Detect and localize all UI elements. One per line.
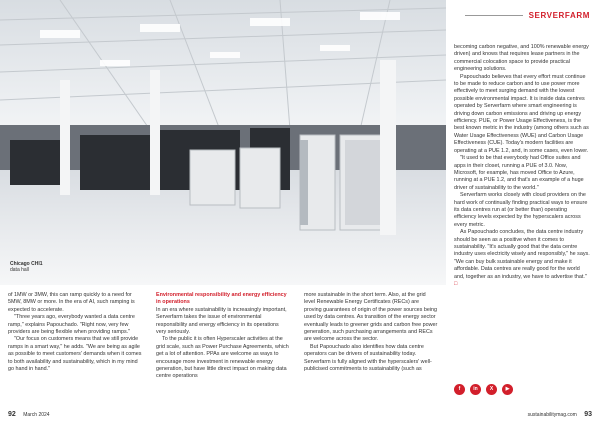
body-para: In an era where sustainability is increasingly important, Serverfarm takes the issue of environmental responsibility and energy efficiency in its operations very seriously. [156, 306, 287, 336]
right-para: "It used to be that everybody had Office suites and apps in their closet, running a PUE of 3.0. Now, Microsoft, for example, has moved Office to Azure, running at a PUE 1.2, and that's an example of a huge driver of sustainability to the world." [454, 155, 584, 191]
right-column [454, 44, 590, 288]
body-column-2 [156, 292, 290, 381]
page-number-right: 93 [584, 411, 592, 418]
facebook-icon[interactable]: f [454, 384, 465, 395]
section-tag: SERVERFARM [528, 11, 590, 20]
right-para: becoming carbon negative, and 100% renewable energy driven) and knows that requires lease partners in the commercial colocation space to provide practical engineering solutions. [454, 44, 589, 73]
body-para: To the public it is often Hyperscaler activities at the grid scale, such as Power Purchase Agreements, which get a lot of attention. PPAs are welcome as ways to encourage more investment in renewable energy generation, but have little direct impact on making data centre operations [156, 336, 289, 380]
page-number-left: 92 [8, 411, 16, 418]
issue-date: March 2024 [23, 412, 50, 418]
caption-label: Chicago CHI1 [10, 261, 43, 267]
youtube-icon[interactable]: ▶ [502, 384, 513, 395]
end-mark: □ [454, 281, 458, 287]
right-para [454, 229, 590, 288]
x-icon[interactable]: X [486, 384, 497, 395]
section-heading: Environmental responsibility and energy efficiency in operations [156, 292, 287, 306]
right-para: Serverfarm works closely with cloud providers on the hard work of continually finding practical ways to ensure its data centres run at (or better than) operating efficiency levels expected by the hyperscalers across every metric. [454, 192, 588, 228]
caption-sub: data hall [10, 267, 29, 273]
linkedin-icon[interactable]: in [470, 384, 481, 395]
body-para: "Our focus on customers means that we still provide ramps in a smart way," he adds. "We are being as agile as possible to meet customers' demands when it comes to both availability and sustainability, which in my mind go hand in hand." [8, 336, 142, 373]
footer-right [528, 411, 592, 418]
site-url[interactable]: sustainabilitymag.com [527, 412, 577, 418]
data-hall-illustration [0, 0, 446, 285]
body-para: "Three years ago, everybody wanted a data centre ramp," explains Papouchado. "Right now, very few providers are being flexible when providing ramps." [8, 314, 135, 336]
right-para: Papouchado believes that every effort must continue to be made to reduce carbon and to use power more effectively to meet surging demand with the lowest possible environmental impact. It is inside data centres operated by Serverfarm where smart engineering is driving down carbon emissions and driving up energy efficiency. PUE, or Power Usage Effectiveness, is the best known metric in the industry (among others such as Water Usage Effectiveness (WUE) and Carbon Usage Effectiveness (CUE). Today's modern facilities are operating at a PUE 1.2, and, in some cases, even lower. [454, 73, 589, 154]
social-links [454, 384, 513, 395]
footer-left [8, 411, 50, 418]
body-para: of 1MW or 3MW, this can ramp quickly to a need for 5MW, 8MW or more. In the era of AI, such ramping is expected to accelerate. [8, 292, 135, 313]
body-para: But Papouchado also identifies how data centre operators can be drivers of sustainability today. Serverfarm is fully aligned with the hyperscalers' well-publicised commitments to sustainability (such as [304, 343, 432, 373]
data-hall-photo [0, 0, 446, 285]
body-para: more sustainable in the short term. Also, at the grid level Renewable Energy Certificates (RECs) are proving guarantees of origin of the power sources being used by data centres. As transition of the energy sector eventually leads to greener grids and carbon free power generation, such purchasing arrangements and RECs are welcome across the sector. [304, 292, 438, 343]
photo-caption [10, 261, 43, 273]
body-column-3 [304, 292, 438, 373]
right-para-text: As Papouchado concludes, the data centre industry should be seen as a positive when it comes to sustainability. "It's actually good that the data centre industry uses electricity wisely and responsibly," he says. "We can buy bulk sustainable energy and make it affordable. Data centres are really good for the world and, together as an industry, we have to advertise that." [454, 229, 590, 280]
body-column-1 [8, 292, 142, 373]
